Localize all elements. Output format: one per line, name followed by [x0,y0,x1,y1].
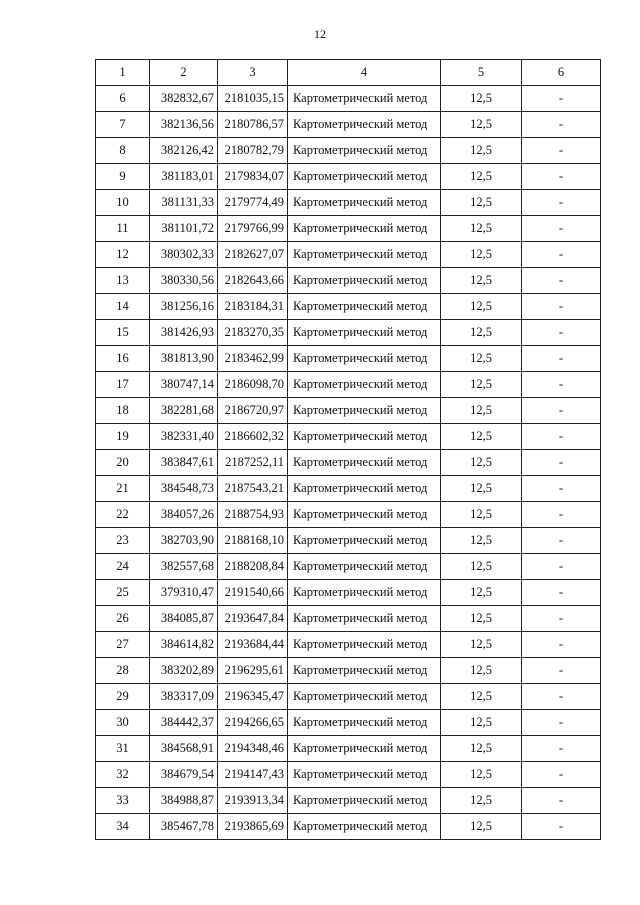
cell-description: - [522,190,601,216]
cell-description: - [522,242,601,268]
cell-y-coordinate: 2193684,44 [218,632,288,658]
cell-method: Картометрический метод [288,86,441,112]
cell-description: - [522,294,601,320]
cell-accuracy: 12,5 [441,398,522,424]
table-header [96,60,601,86]
cell-x-coordinate: 382126,42 [150,138,218,164]
cell-y-coordinate: 2187543,21 [218,476,288,502]
cell-accuracy: 12,5 [441,606,522,632]
cell-y-coordinate: 2193865,69 [218,814,288,840]
cell-description: - [522,736,601,762]
table-row [96,814,601,840]
cell-point-number: 9 [96,164,150,190]
cell-accuracy: 12,5 [441,814,522,840]
cell-x-coordinate: 384988,87 [150,788,218,814]
table-row [96,320,601,346]
cell-point-number: 16 [96,346,150,372]
cell-accuracy: 12,5 [441,216,522,242]
cell-x-coordinate: 384442,37 [150,710,218,736]
cell-accuracy: 12,5 [441,762,522,788]
cell-x-coordinate: 382281,68 [150,398,218,424]
cell-y-coordinate: 2194147,43 [218,762,288,788]
header-row [96,60,601,86]
cell-method: Картометрический метод [288,424,441,450]
cell-x-coordinate: 380747,14 [150,372,218,398]
table-row [96,112,601,138]
cell-point-number: 15 [96,320,150,346]
table-row [96,606,601,632]
cell-point-number: 30 [96,710,150,736]
cell-description: - [522,138,601,164]
cell-accuracy: 12,5 [441,736,522,762]
cell-point-number: 18 [96,398,150,424]
cell-y-coordinate: 2182643,66 [218,268,288,294]
table-row [96,762,601,788]
cell-y-coordinate: 2179766,99 [218,216,288,242]
table-row [96,164,601,190]
cell-x-coordinate: 383202,89 [150,658,218,684]
cell-accuracy: 12,5 [441,138,522,164]
cell-accuracy: 12,5 [441,294,522,320]
cell-y-coordinate: 2183270,35 [218,320,288,346]
cell-x-coordinate: 382557,68 [150,554,218,580]
cell-y-coordinate: 2188208,84 [218,554,288,580]
cell-point-number: 26 [96,606,150,632]
cell-description: - [522,814,601,840]
page-number: 12 [314,27,326,41]
cell-y-coordinate: 2181035,15 [218,86,288,112]
table-row [96,138,601,164]
cell-y-coordinate: 2183184,31 [218,294,288,320]
cell-accuracy: 12,5 [441,424,522,450]
cell-description: - [522,398,601,424]
table-row [96,788,601,814]
cell-accuracy: 12,5 [441,580,522,606]
cell-description: - [522,372,601,398]
cell-x-coordinate: 382136,56 [150,112,218,138]
cell-method: Картометрический метод [288,320,441,346]
cell-accuracy: 12,5 [441,372,522,398]
table-row [96,346,601,372]
cell-y-coordinate: 2179834,07 [218,164,288,190]
header-cell-method: 4 [288,60,441,86]
cell-y-coordinate: 2193913,34 [218,788,288,814]
table-body [96,86,601,840]
cell-description: - [522,762,601,788]
cell-accuracy: 12,5 [441,528,522,554]
cell-point-number: 29 [96,684,150,710]
cell-description: - [522,164,601,190]
cell-accuracy: 12,5 [441,112,522,138]
table-row [96,580,601,606]
cell-x-coordinate: 380302,33 [150,242,218,268]
cell-point-number: 25 [96,580,150,606]
cell-accuracy: 12,5 [441,658,522,684]
cell-y-coordinate: 2180782,79 [218,138,288,164]
cell-point-number: 6 [96,86,150,112]
cell-description: - [522,268,601,294]
cell-y-coordinate: 2187252,11 [218,450,288,476]
table-row [96,216,601,242]
cell-method: Картометрический метод [288,476,441,502]
cell-point-number: 8 [96,138,150,164]
cell-method: Картометрический метод [288,554,441,580]
header-cell-x-coordinate: 2 [150,60,218,86]
cell-description: - [522,112,601,138]
cell-y-coordinate: 2183462,99 [218,346,288,372]
cell-description: - [522,424,601,450]
cell-y-coordinate: 2179774,49 [218,190,288,216]
header-cell-accuracy: 5 [441,60,522,86]
cell-x-coordinate: 381813,90 [150,346,218,372]
cell-point-number: 31 [96,736,150,762]
cell-point-number: 28 [96,658,150,684]
cell-accuracy: 12,5 [441,190,522,216]
header-cell-y-coordinate: 3 [218,60,288,86]
cell-point-number: 14 [96,294,150,320]
cell-x-coordinate: 379310,47 [150,580,218,606]
cell-accuracy: 12,5 [441,242,522,268]
cell-description: - [522,580,601,606]
cell-y-coordinate: 2186602,32 [218,424,288,450]
table-row [96,554,601,580]
cell-y-coordinate: 2191540,66 [218,580,288,606]
cell-description: - [522,658,601,684]
cell-method: Картометрический метод [288,190,441,216]
cell-x-coordinate: 384057,26 [150,502,218,528]
cell-description: - [522,528,601,554]
cell-x-coordinate: 384568,91 [150,736,218,762]
cell-description: - [522,320,601,346]
cell-method: Картометрический метод [288,346,441,372]
cell-method: Картометрический метод [288,138,441,164]
cell-method: Картометрический метод [288,684,441,710]
cell-method: Картометрический метод [288,398,441,424]
cell-y-coordinate: 2194266,65 [218,710,288,736]
cell-x-coordinate: 381183,01 [150,164,218,190]
table-row [96,190,601,216]
cell-method: Картометрический метод [288,164,441,190]
table-row [96,476,601,502]
cell-x-coordinate: 382832,67 [150,86,218,112]
table-row [96,502,601,528]
cell-point-number: 27 [96,632,150,658]
cell-description: - [522,86,601,112]
cell-x-coordinate: 383317,09 [150,684,218,710]
cell-point-number: 10 [96,190,150,216]
coordinates-table [95,59,601,840]
cell-x-coordinate: 384614,82 [150,632,218,658]
cell-point-number: 19 [96,424,150,450]
table-row [96,684,601,710]
cell-accuracy: 12,5 [441,450,522,476]
cell-method: Картометрический метод [288,606,441,632]
cell-description: - [522,346,601,372]
table-row [96,736,601,762]
cell-point-number: 20 [96,450,150,476]
cell-description: - [522,216,601,242]
cell-accuracy: 12,5 [441,86,522,112]
cell-x-coordinate: 381426,93 [150,320,218,346]
cell-x-coordinate: 382703,90 [150,528,218,554]
cell-description: - [522,606,601,632]
cell-method: Картометрический метод [288,268,441,294]
cell-method: Картометрический метод [288,580,441,606]
cell-accuracy: 12,5 [441,502,522,528]
cell-point-number: 24 [96,554,150,580]
cell-x-coordinate: 381101,72 [150,216,218,242]
cell-x-coordinate: 380330,56 [150,268,218,294]
table-row [96,372,601,398]
cell-x-coordinate: 384679,54 [150,762,218,788]
cell-y-coordinate: 2186720,97 [218,398,288,424]
cell-accuracy: 12,5 [441,268,522,294]
cell-x-coordinate: 384085,87 [150,606,218,632]
table-row [96,268,601,294]
cell-accuracy: 12,5 [441,684,522,710]
cell-point-number: 34 [96,814,150,840]
cell-accuracy: 12,5 [441,788,522,814]
cell-method: Картометрический метод [288,814,441,840]
cell-method: Картометрический метод [288,216,441,242]
cell-method: Картометрический метод [288,658,441,684]
cell-method: Картометрический метод [288,710,441,736]
cell-method: Картометрический метод [288,788,441,814]
header-cell-point-number: 1 [96,60,150,86]
table-row [96,242,601,268]
cell-y-coordinate: 2180786,57 [218,112,288,138]
cell-description: - [522,476,601,502]
table-row [96,398,601,424]
table-row [96,658,601,684]
cell-y-coordinate: 2188168,10 [218,528,288,554]
cell-y-coordinate: 2194348,46 [218,736,288,762]
cell-description: - [522,632,601,658]
cell-y-coordinate: 2186098,70 [218,372,288,398]
table-row [96,528,601,554]
cell-method: Картометрический метод [288,294,441,320]
cell-point-number: 21 [96,476,150,502]
cell-y-coordinate: 2196295,61 [218,658,288,684]
cell-point-number: 12 [96,242,150,268]
cell-point-number: 17 [96,372,150,398]
cell-point-number: 32 [96,762,150,788]
cell-accuracy: 12,5 [441,164,522,190]
cell-accuracy: 12,5 [441,476,522,502]
cell-y-coordinate: 2182627,07 [218,242,288,268]
cell-description: - [522,502,601,528]
cell-y-coordinate: 2196345,47 [218,684,288,710]
cell-method: Картометрический метод [288,528,441,554]
cell-x-coordinate: 381256,16 [150,294,218,320]
cell-method: Картометрический метод [288,502,441,528]
table-row [96,710,601,736]
table-row [96,294,601,320]
cell-accuracy: 12,5 [441,320,522,346]
cell-method: Картометрический метод [288,736,441,762]
cell-point-number: 7 [96,112,150,138]
cell-accuracy: 12,5 [441,554,522,580]
cell-description: - [522,554,601,580]
cell-point-number: 13 [96,268,150,294]
cell-x-coordinate: 385467,78 [150,814,218,840]
cell-point-number: 33 [96,788,150,814]
cell-description: - [522,788,601,814]
table-row [96,450,601,476]
cell-description: - [522,450,601,476]
cell-description: - [522,684,601,710]
cell-method: Картометрический метод [288,372,441,398]
cell-accuracy: 12,5 [441,346,522,372]
cell-y-coordinate: 2188754,93 [218,502,288,528]
cell-accuracy: 12,5 [441,632,522,658]
cell-method: Картометрический метод [288,632,441,658]
cell-x-coordinate: 384548,73 [150,476,218,502]
cell-y-coordinate: 2193647,84 [218,606,288,632]
cell-accuracy: 12,5 [441,710,522,736]
cell-point-number: 11 [96,216,150,242]
table-row [96,424,601,450]
cell-x-coordinate: 381131,33 [150,190,218,216]
cell-method: Картометрический метод [288,242,441,268]
cell-method: Картометрический метод [288,112,441,138]
table-row [96,86,601,112]
header-cell-description: 6 [522,60,601,86]
cell-method: Картометрический метод [288,450,441,476]
cell-x-coordinate: 383847,61 [150,450,218,476]
cell-method: Картометрический метод [288,762,441,788]
cell-point-number: 22 [96,502,150,528]
cell-x-coordinate: 382331,40 [150,424,218,450]
table-row [96,632,601,658]
cell-point-number: 23 [96,528,150,554]
cell-description: - [522,710,601,736]
